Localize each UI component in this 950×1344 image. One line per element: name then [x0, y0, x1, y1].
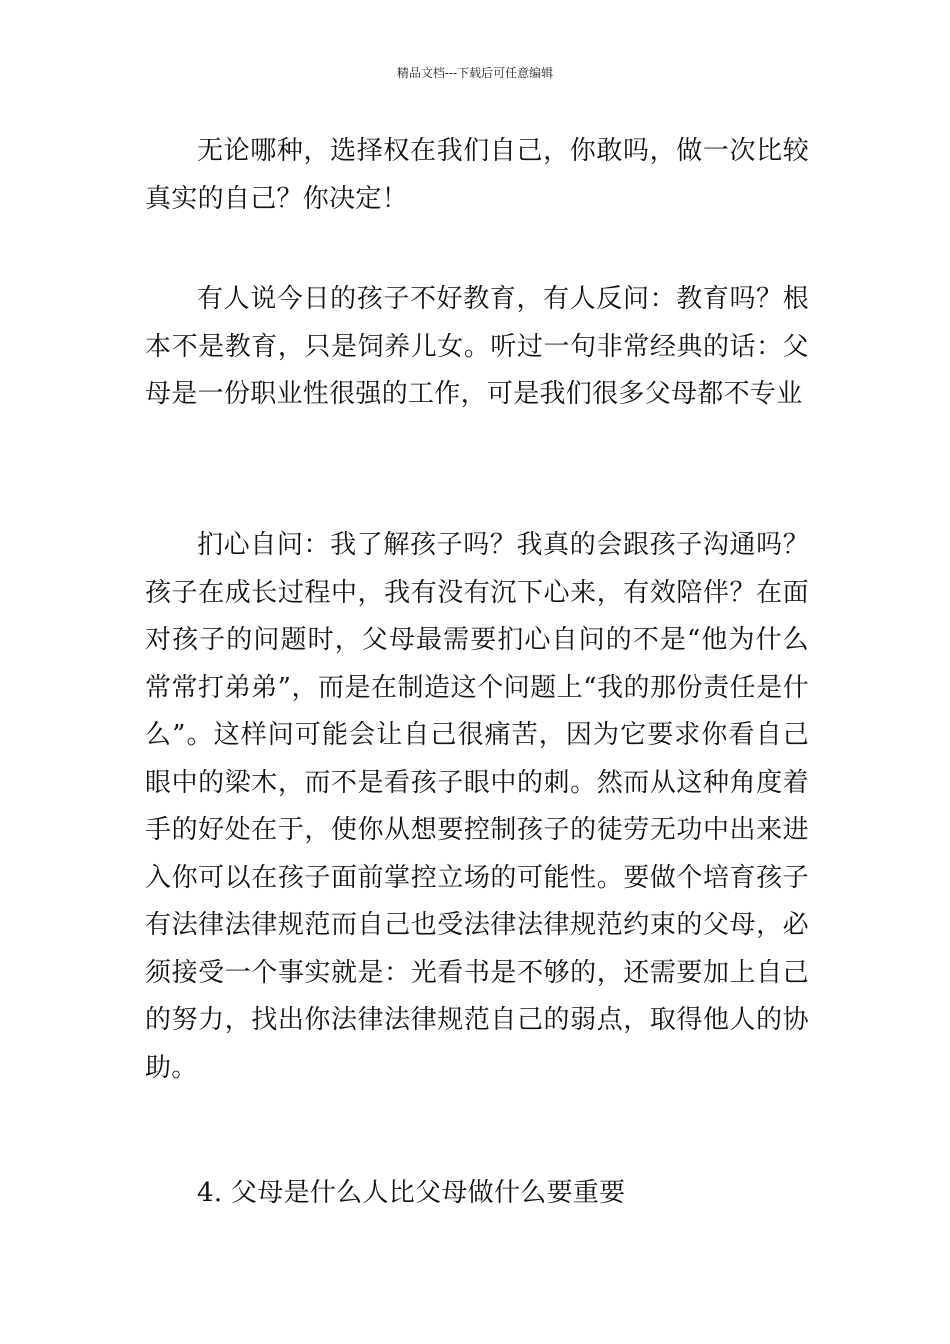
paragraph-text: 无论哪种，选择权在我们自己，你敢吗，做一次比较真实的自己？你决定！ [145, 136, 809, 214]
page-header: 精品文档---下载后可任意编辑 [396, 66, 554, 80]
paragraph-choice [145, 128, 809, 223]
paragraph-self-reflection [145, 522, 809, 1092]
paragraph-education [145, 276, 809, 419]
paragraph-text: 有人说今日的孩子不好教育，有人反问：教育吗？根本不是教育，只是饲养儿女。听过一句非常经典的话：父母是一份职业性很强的工作，可是我们很多父母都不专业 [145, 284, 809, 409]
paragraph-text: 扪心自问：我了解孩子吗？我真的会跟孩子沟通吗？孩子在成长过程中，我有没有沉下心来，有效陪伴？在面对孩子的问题时，父母最需要扪心自问的不是“他为什么常常打弟弟”，而是在制造这个问题上“我的那份责任是什么”。这样问可能会让自己很痛苦，因为它要求你看自己眼中的梁木，而不是看孩子眼中的刺。然而从这种角度着手的好处在于，使你从想要控制孩子的徒劳无功中出来进入你可以在孩子面前掌控立场的可能性。要做个培育孩子有法律法律规范而自己也受法律法律规范约束的父母，必须接受一个事实就是：光看书是不够的，还需要加上自己的努力，找出你法律法律规范自己的弱点，取得他人的协助。 [145, 530, 809, 1083]
section-heading-text: 4. 父母是什么人比父母做什么要重要 [197, 1178, 626, 1208]
section-heading [145, 1170, 809, 1218]
